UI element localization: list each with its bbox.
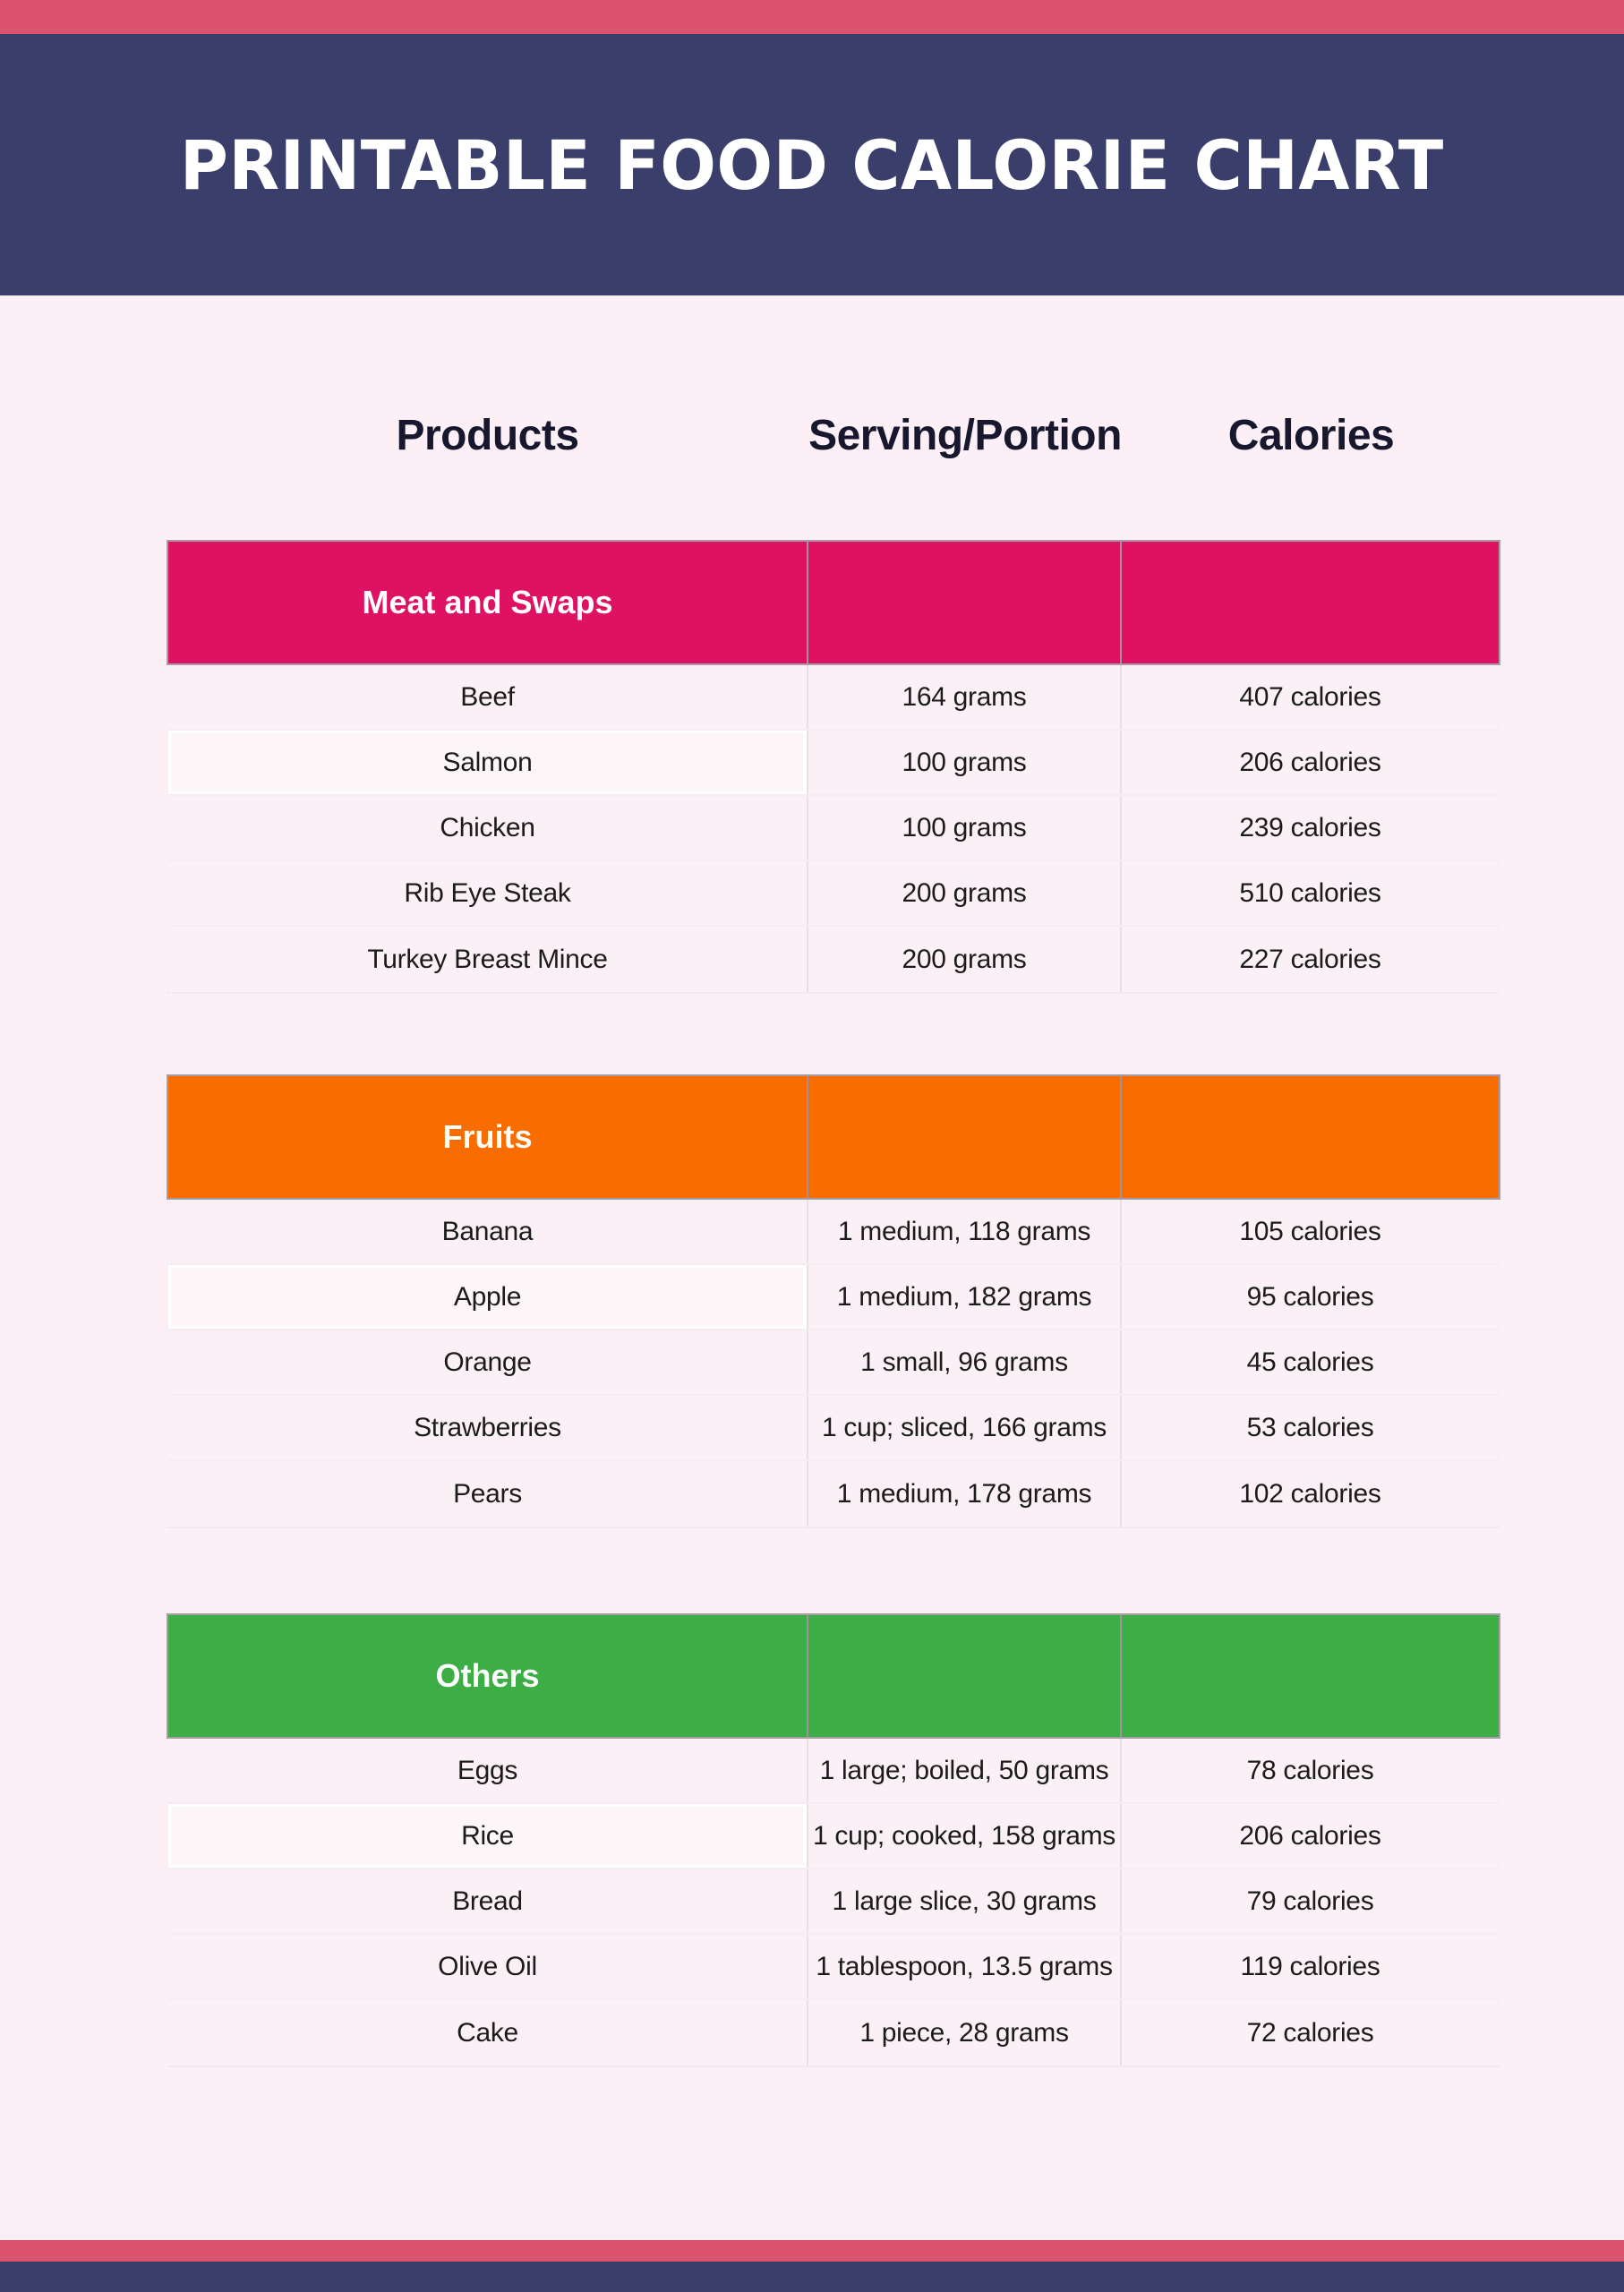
serving-cell: 1 cup; sliced, 166 grams (807, 1396, 1120, 1459)
fruits-table-header-cell (807, 1076, 1120, 1198)
table-row (168, 1396, 1499, 1461)
meat-table-body (167, 665, 1500, 994)
serving-cell: 1 large; boiled, 50 grams (807, 1739, 1120, 1802)
product-cell: Turkey Breast Mince (367, 944, 608, 974)
calories-cell: 119 calories (1120, 1935, 1499, 1998)
content-area (167, 403, 1500, 2067)
serving-cell: 100 grams (807, 731, 1120, 794)
meat-table-header-cell (807, 542, 1120, 663)
column-headers-row (167, 403, 1500, 467)
product-cell: Beef (460, 681, 515, 712)
product-cell: Chicken (440, 812, 535, 842)
others-table-header-cell (168, 1615, 807, 1737)
product-cell: Strawberries (414, 1412, 561, 1442)
serving-cell: 1 piece, 28 grams (807, 2000, 1120, 2065)
product-cell: Rice (168, 1804, 807, 1868)
calories-cell: 510 calories (1120, 861, 1499, 925)
serving-cell: 100 grams (807, 796, 1120, 860)
others-table (167, 1613, 1500, 2067)
meat-table-header-cell (1120, 542, 1499, 663)
product-cell: Bread (452, 1886, 523, 1916)
fruits-table-body (167, 1200, 1500, 1528)
column-header-serving: Serving/Portion (808, 411, 1122, 459)
bottom-accent-bar (0, 2240, 1624, 2262)
product-cell: Cake (457, 2017, 518, 2048)
serving-cell: 200 grams (807, 927, 1120, 992)
table-row (168, 665, 1499, 731)
calories-cell: 78 calories (1120, 1739, 1499, 1802)
product-cell: Rib Eye Steak (404, 877, 571, 908)
calories-cell: 79 calories (1120, 1869, 1499, 1933)
table-row (168, 2000, 1499, 2065)
serving-cell: 1 tablespoon, 13.5 grams (807, 1935, 1120, 1998)
fruits-table-header (167, 1074, 1500, 1200)
fruits-section-title: Fruits (442, 1118, 533, 1155)
fruits-table-header-cell (168, 1076, 807, 1198)
title-banner (0, 34, 1624, 295)
others-table-header-cell (1120, 1615, 1499, 1737)
table-row (168, 861, 1499, 927)
top-accent-bar (0, 0, 1624, 34)
calories-cell: 105 calories (1120, 1200, 1499, 1263)
table-row (168, 1200, 1499, 1265)
meat-table-header-cell (168, 542, 807, 663)
serving-cell: 1 medium, 118 grams (807, 1200, 1120, 1263)
table-row (168, 1265, 1499, 1330)
others-table-body (167, 1739, 1500, 2067)
product-cell: Orange (443, 1347, 532, 1377)
calories-cell: 206 calories (1120, 731, 1499, 794)
serving-cell: 164 grams (807, 665, 1120, 729)
product-cell: Olive Oil (438, 1951, 537, 1981)
column-header-products: Products (396, 411, 579, 459)
serving-cell: 1 cup; cooked, 158 grams (807, 1804, 1120, 1868)
table-row (168, 1739, 1499, 1804)
fruits-table (167, 1074, 1500, 1528)
serving-cell: 200 grams (807, 861, 1120, 925)
calories-cell: 45 calories (1120, 1330, 1499, 1394)
table-row (168, 796, 1499, 861)
others-table-header (167, 1613, 1500, 1739)
calories-cell: 407 calories (1120, 665, 1499, 729)
table-row (168, 927, 1499, 992)
serving-cell: 1 medium, 178 grams (807, 1461, 1120, 1527)
calories-cell: 206 calories (1120, 1804, 1499, 1868)
page-title: PRINTABLE FOOD CALORIE CHART (180, 124, 1444, 205)
table-row (168, 731, 1499, 796)
table-row (168, 1461, 1499, 1527)
meat-table (167, 540, 1500, 994)
column-header-calories: Calories (1227, 411, 1395, 459)
serving-cell: 1 large slice, 30 grams (807, 1869, 1120, 1933)
serving-cell: 1 small, 96 grams (807, 1330, 1120, 1394)
product-cell: Banana (441, 1216, 534, 1246)
product-cell: Eggs (457, 1755, 518, 1785)
calories-cell: 227 calories (1120, 927, 1499, 992)
calories-cell: 95 calories (1120, 1265, 1499, 1329)
table-row (168, 1330, 1499, 1396)
product-cell: Pears (453, 1478, 522, 1509)
fruits-table-header-cell (1120, 1076, 1499, 1198)
product-cell: Salmon (168, 731, 807, 794)
others-section-title: Others (435, 1657, 540, 1694)
calories-cell: 72 calories (1120, 2000, 1499, 2065)
table-row (168, 1935, 1499, 2000)
table-row (168, 1804, 1499, 1869)
others-table-header-cell (807, 1615, 1120, 1737)
bottom-footer-bar (0, 2262, 1624, 2292)
table-row (168, 1869, 1499, 1935)
calories-cell: 102 calories (1120, 1461, 1499, 1527)
serving-cell: 1 medium, 182 grams (807, 1265, 1120, 1329)
product-cell: Apple (168, 1265, 807, 1329)
calories-cell: 239 calories (1120, 796, 1499, 860)
calories-cell: 53 calories (1120, 1396, 1499, 1459)
meat-section-title: Meat and Swaps (362, 584, 613, 620)
meat-table-header (167, 540, 1500, 665)
